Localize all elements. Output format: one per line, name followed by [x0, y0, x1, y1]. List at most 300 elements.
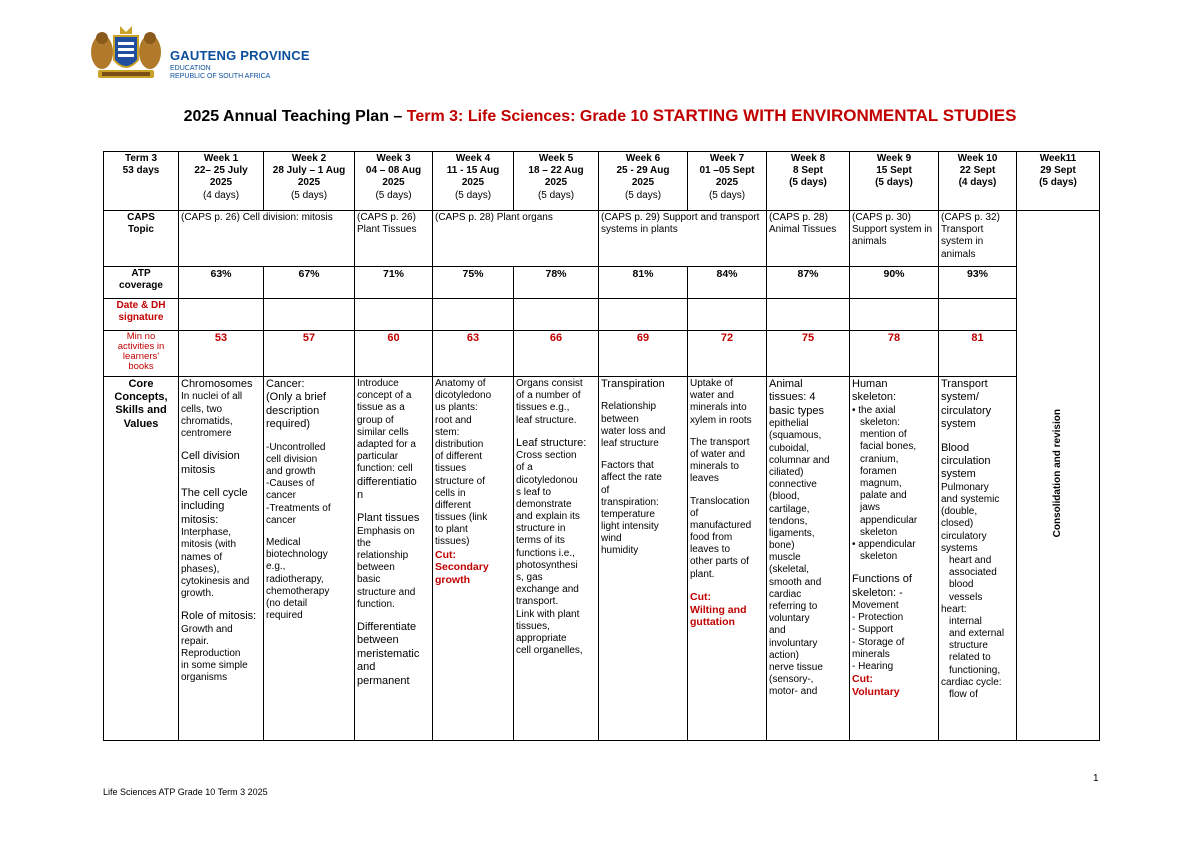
concept-line: names of: [181, 551, 223, 563]
concept-line: leaves: [690, 473, 719, 485]
concept-line: skeleton: [860, 551, 898, 563]
week-name: Week11: [1039, 153, 1077, 164]
concept-line: The transport: [690, 436, 750, 448]
atp-coverage-value: 90%: [850, 267, 939, 299]
concept-line: demonstrate: [516, 498, 572, 510]
signature-cell[interactable]: [850, 299, 939, 331]
concept-line: cardiac: [769, 588, 802, 600]
min-activities-value: 72: [688, 331, 767, 377]
term-days: 53 days: [122, 165, 160, 177]
concept-line: cells in: [435, 487, 466, 499]
concept-line: Human: [852, 378, 888, 390]
concept-line: cancer: [266, 490, 297, 502]
concept-line: The cell cycle: [181, 486, 248, 499]
concept-line: Cell division: [181, 450, 240, 463]
concept-line: magnum,: [860, 477, 902, 489]
concept-line: affect the rate: [601, 472, 662, 484]
concept-line: Cancer:: [266, 378, 305, 390]
concept-line: associated: [949, 567, 997, 579]
signature-cell[interactable]: [939, 299, 1017, 331]
concept-line: Medical: [266, 536, 301, 548]
week-days: (5 days): [789, 177, 827, 189]
concept-line: ciliated): [769, 466, 804, 478]
concept-line: water loss and: [601, 425, 666, 437]
week-header: [355, 152, 433, 211]
concept-line: (skeletal,: [769, 564, 810, 576]
week-dates: 22– 25 July: [194, 165, 248, 177]
concept-line: Cut:: [852, 673, 873, 686]
week-dates: 22 Sept: [959, 165, 996, 177]
concept-line: cardiac cycle:: [941, 676, 1002, 688]
footer-text: Life Sciences ATP Grade 10 Term 3 2025: [103, 787, 268, 797]
concept-line: exchange and: [516, 584, 579, 596]
concept-line: action): [769, 649, 800, 661]
min-activities-row: [104, 331, 1100, 377]
concept-line: dicotyledonou: [516, 474, 578, 486]
title-subject: : Life Sciences: Grade 10: [458, 108, 653, 125]
concept-line: basic: [357, 574, 381, 586]
week-year: 2025: [382, 177, 405, 189]
concept-line: repair.: [181, 635, 209, 647]
concept-line: of water and: [690, 448, 746, 460]
week-year: 2025: [461, 177, 485, 189]
concept-line: palate and: [860, 490, 907, 502]
concept-line: Plant tissues: [357, 512, 420, 525]
concept-line: (no detail: [266, 597, 308, 609]
concept-line: • appendicular: [852, 538, 916, 550]
week-header: [1017, 152, 1100, 211]
concept-line: of a: [516, 462, 533, 474]
week-header: [767, 152, 850, 211]
atp-coverage-value: 78%: [514, 267, 599, 299]
dh-signature-label: [104, 299, 179, 331]
concept-line: functions i.e.,: [516, 547, 575, 559]
week-days: (4 days): [958, 177, 997, 189]
line-spacer: [266, 432, 352, 442]
concept-line: Reproduction: [181, 648, 241, 660]
concept-line: structure and: [357, 586, 416, 598]
week-dates: 28 July – 1 Aug: [272, 165, 346, 177]
line-spacer: [941, 432, 1014, 442]
concept-line: internal: [949, 615, 982, 627]
concept-line: biotechnology: [266, 549, 328, 561]
concept-line: system: [941, 418, 976, 431]
concept-line: mitosis (with: [181, 539, 237, 551]
concept-line: (Only a brief: [266, 391, 326, 404]
caps-topic-cell: (CAPS p. 30) Support system in animals: [850, 211, 939, 267]
concept-line: Pulmonary: [941, 481, 989, 493]
week-dates: 04 – 08 Aug: [365, 165, 422, 177]
concept-line: centromere: [181, 427, 232, 439]
concept-line: Anatomy of: [435, 378, 486, 389]
caps-topic-cell: (CAPS p. 26) Plant Tissues: [355, 211, 433, 267]
line-spacer: [601, 450, 685, 460]
concept-line: leaves to: [690, 544, 731, 556]
week-header-row: [104, 152, 1100, 211]
concept-line: system: [941, 468, 976, 481]
week-year: 2025: [209, 177, 233, 189]
concept-line: connective: [769, 479, 817, 491]
week-header: [599, 152, 688, 211]
week-year: 2025: [297, 177, 321, 189]
concept-line: Cut:: [690, 590, 711, 603]
week-days: (5 days): [875, 177, 913, 189]
label-line: Date & DH: [116, 300, 166, 311]
concept-line: chemotherapy: [266, 585, 330, 597]
concept-line: including: [181, 500, 225, 513]
week-header: [688, 152, 767, 211]
label-line: Values: [123, 417, 159, 430]
concept-line: systems: [941, 542, 978, 554]
line-spacer: [181, 440, 261, 450]
concept-line: adapted for a: [357, 438, 416, 450]
week-name: Week 3: [376, 153, 411, 164]
caps-topic-cell: (CAPS p. 28) Plant organs: [433, 211, 599, 267]
week-header: [179, 152, 264, 211]
concept-line: blood: [949, 579, 974, 591]
concept-line: tendons,: [769, 515, 808, 527]
concept-line: different: [435, 499, 471, 511]
core-concepts-cell-week5: [514, 377, 599, 741]
concept-line: minerals: [852, 648, 890, 660]
line-spacer: [516, 427, 596, 437]
concept-line: required: [266, 610, 303, 622]
concept-line: plant.: [690, 568, 715, 580]
concept-line: s, gas: [516, 572, 543, 584]
concept-line: concept of a: [357, 390, 412, 402]
concept-line: bone): [769, 540, 795, 552]
term-corner-cell: [104, 152, 179, 211]
min-activities-value: 60: [355, 331, 433, 377]
concept-line: basic types: [769, 404, 825, 417]
concept-line: transpiration:: [601, 496, 659, 508]
title-term: Term 3: [406, 108, 459, 125]
concept-line: n: [357, 488, 364, 501]
concept-line: motor- and: [769, 686, 818, 698]
concept-line: Introduce: [357, 378, 399, 389]
concept-line: and growth: [266, 466, 316, 477]
concept-line: tissue as a: [357, 402, 405, 414]
min-activities-value: 75: [767, 331, 850, 377]
min-activities-value: 81: [939, 331, 1017, 377]
min-activities-value: 53: [179, 331, 264, 377]
caps-topic-label: [104, 211, 179, 267]
week-days: (5 days): [708, 189, 746, 201]
signature-cell[interactable]: [264, 299, 355, 331]
label-line: signature: [118, 312, 164, 324]
concept-line: Cross section: [516, 450, 577, 462]
concept-line: cranium,: [860, 453, 899, 465]
concept-line: e.g.,: [266, 561, 286, 573]
concept-line: root and: [435, 414, 472, 426]
core-concepts-cell-week8: [767, 377, 850, 741]
week-dates: 25 - 29 Aug: [616, 165, 670, 177]
week-name: Week 7: [709, 153, 745, 164]
signature-cell[interactable]: [599, 299, 688, 331]
concept-line: to plant: [435, 524, 468, 536]
core-concepts-cell-week1: [179, 377, 264, 741]
concept-line: appropriate: [516, 632, 567, 644]
concept-line: growth: [435, 574, 470, 587]
core-concepts-cell-week6: [599, 377, 688, 741]
label-line: Topic: [128, 224, 154, 236]
concept-line: Transpiration: [601, 378, 665, 390]
label-line: learners': [122, 350, 160, 362]
concept-line: terms of its: [516, 535, 565, 547]
signature-cell[interactable]: [514, 299, 599, 331]
week-name: Week 1: [203, 153, 239, 164]
term-label: Term 3: [124, 153, 158, 164]
concept-line: related to: [949, 652, 991, 664]
concept-line: - Storage of: [852, 636, 905, 648]
concept-line: manufactured: [690, 519, 752, 531]
week-dates: 01 –05 Sept: [699, 165, 755, 177]
concept-line: and explain its: [516, 511, 580, 523]
concept-line: of a number of: [516, 390, 581, 402]
coat-of-arms-icon: [88, 22, 164, 84]
concept-line: Relationship: [601, 401, 657, 413]
concept-line: in some simple: [181, 660, 248, 672]
concept-line: required): [266, 418, 311, 431]
atp-coverage-value: 71%: [355, 267, 433, 299]
caps-topic-row: [104, 211, 1100, 267]
week-dates: 18 – 22 Aug: [528, 165, 584, 177]
concept-line: Wilting and: [690, 603, 747, 616]
concept-line: wind: [601, 533, 622, 545]
atp-coverage-row: [104, 267, 1100, 299]
concept-line: jaws: [860, 502, 881, 514]
week-dates: 8 Sept: [792, 165, 823, 177]
concept-line: Blood: [941, 441, 970, 454]
consolidation-cell: [1017, 211, 1100, 741]
concept-line: Voluntary: [852, 685, 900, 698]
caps-topic-cell: (CAPS p. 32) Transport system in animals: [939, 211, 1017, 267]
page-number: 1: [1093, 773, 1099, 784]
concept-line: Chromosomes: [181, 378, 253, 390]
line-spacer: [690, 581, 764, 591]
concept-line: water and: [690, 390, 734, 402]
caps-topic-cell: (CAPS p. 29) Support and transport systems in plants: [599, 211, 767, 267]
atp-coverage-value: 63%: [179, 267, 264, 299]
core-concepts-cell-week4: [433, 377, 514, 741]
min-activities-value: 63: [433, 331, 514, 377]
concept-line: flow of: [949, 689, 978, 701]
concept-line: Movement: [852, 600, 899, 612]
concept-line: function.: [357, 598, 395, 610]
concept-line: radiotherapy,: [266, 573, 324, 585]
concept-line: Role of mitosis:: [181, 610, 257, 623]
label-line: Min no: [126, 331, 156, 342]
concept-line: Organs consist: [516, 378, 583, 389]
concept-line: cytokinesis and: [181, 575, 250, 587]
concept-line: of: [690, 507, 699, 519]
core-concepts-cell-week10: [939, 377, 1017, 741]
week-days: (5 days): [454, 189, 492, 201]
concept-line: (blood,: [769, 491, 800, 503]
line-spacer: [852, 563, 936, 573]
province-name: GAUTENG PROVINCE: [170, 48, 310, 63]
concept-line: mitosis: [181, 463, 216, 476]
concept-line: differentiatio: [357, 475, 417, 488]
week-header: [850, 152, 939, 211]
concept-line: cancer: [266, 514, 297, 526]
concept-line: Functions of: [852, 573, 912, 586]
concept-line: cell division: [266, 453, 318, 465]
concept-line: -Treatments of: [266, 502, 331, 514]
gauteng-logo: [88, 22, 328, 86]
concept-line: other parts of: [690, 556, 749, 568]
line-spacer: [181, 477, 261, 487]
line-spacer: [181, 600, 261, 610]
concept-line: foramen: [860, 465, 897, 477]
concept-line: Leaf structure:: [516, 436, 587, 449]
signature-cell[interactable]: [355, 299, 433, 331]
concept-line: transport.: [516, 596, 559, 608]
line-spacer: [357, 502, 430, 512]
concept-line: skeleton:: [852, 391, 897, 404]
concept-line: Uptake of: [690, 378, 733, 389]
concept-line: system/: [941, 391, 979, 404]
concept-line: tissues): [435, 536, 470, 548]
concept-line: Interphase,: [181, 527, 232, 539]
concept-line: referring to: [769, 601, 818, 613]
consolidation-text: Consolidation and revision: [1051, 409, 1063, 538]
concept-line: -Causes of: [266, 478, 315, 490]
week-days: (5 days): [290, 189, 328, 201]
concept-line: group of: [357, 414, 394, 426]
line-spacer: [690, 427, 764, 437]
concept-line: cells, two: [181, 403, 223, 415]
signature-cell[interactable]: [767, 299, 850, 331]
concept-line: distribution: [435, 438, 484, 450]
concept-line: smooth and: [769, 576, 822, 588]
min-activities-value: 66: [514, 331, 599, 377]
concept-line: Emphasis on: [357, 525, 415, 537]
signature-cell[interactable]: [179, 299, 264, 331]
concept-line: • the axial: [852, 404, 896, 416]
concept-line: meristematic: [357, 647, 420, 660]
concept-line: heart and: [949, 554, 992, 566]
atp-coverage-value: 87%: [767, 267, 850, 299]
week-name: Week 2: [291, 153, 327, 164]
concept-line: functioning,: [949, 664, 1001, 676]
concept-line: tissues: [435, 463, 467, 475]
concept-line: Cut:: [435, 548, 456, 561]
concept-line: - Support: [852, 624, 894, 636]
concept-line: chromatids,: [181, 415, 233, 427]
concept-line: circulatory: [941, 404, 992, 417]
label-line: Skills and: [115, 404, 167, 417]
concept-line: ligaments,: [769, 527, 815, 539]
country-name: REPUBLIC OF SOUTH AFRICA: [170, 73, 271, 80]
concept-line: similar cells: [357, 426, 409, 438]
concept-line: growth.: [181, 588, 214, 600]
concept-line: Animal: [769, 378, 803, 390]
concept-line: Differentiate: [357, 621, 417, 634]
concept-line: muscle: [769, 552, 801, 564]
concept-line: tissues: 4: [769, 391, 816, 404]
concept-line: food from: [690, 532, 733, 544]
concept-line: leaf structure: [601, 437, 659, 449]
line-spacer: [601, 391, 685, 401]
concept-line: leaf structure.: [516, 414, 577, 426]
core-concepts-cell-week9: [850, 377, 939, 741]
concept-line: temperature: [601, 508, 655, 520]
concept-line: vessels: [949, 591, 983, 603]
signature-cell[interactable]: [688, 299, 767, 331]
concept-line: tissues,: [516, 620, 550, 632]
concept-line: structure: [949, 640, 988, 652]
concept-line: particular: [357, 451, 399, 463]
atp-coverage-value: 93%: [939, 267, 1017, 299]
atp-coverage-label: [104, 267, 179, 299]
concept-line: cartilage,: [769, 503, 810, 515]
concept-line: Translocation: [690, 495, 750, 507]
concept-line: cell organelles,: [516, 645, 583, 657]
concept-line: guttation: [690, 616, 735, 629]
concept-line: organisms: [181, 672, 228, 684]
concept-line: the: [357, 537, 371, 549]
atp-coverage-value: 67%: [264, 267, 355, 299]
concept-line: circulatory: [941, 530, 987, 542]
concept-line: skeleton: [860, 526, 898, 538]
concept-line: tissues e.g.,: [516, 402, 570, 414]
concept-line: and systemic: [941, 494, 1000, 506]
concept-line: mention of: [860, 429, 907, 441]
atp-coverage-value: 84%: [688, 267, 767, 299]
concept-line: (sensory-,: [769, 674, 814, 686]
teaching-plan-table: [103, 151, 1100, 741]
concept-line: closed): [941, 518, 974, 530]
concept-line: permanent: [357, 674, 410, 687]
concept-line: mitosis:: [181, 513, 219, 526]
concept-line: phases),: [181, 563, 220, 575]
concept-line: - Protection: [852, 612, 904, 624]
concept-line: xylem in roots: [690, 414, 752, 426]
week-days: (5 days): [537, 189, 575, 201]
concept-line: and: [769, 625, 786, 637]
line-spacer: [690, 486, 764, 496]
core-concepts-row: [104, 377, 1100, 741]
concept-line: photosynthesi: [516, 559, 578, 571]
week-name: Week 5: [538, 153, 574, 164]
concept-line: of: [601, 484, 610, 496]
week-days: (5 days): [375, 189, 412, 201]
concept-line: light intensity: [601, 521, 659, 533]
page-title: [0, 106, 1200, 126]
caps-topic-cell: (CAPS p. 26) Cell division: mitosis: [179, 211, 355, 267]
concept-line: circulation: [941, 455, 991, 468]
concept-line: nerve tissue: [769, 661, 823, 673]
concept-line: Link with plant: [516, 608, 580, 620]
core-concepts-cell-week2: [264, 377, 355, 741]
week-year: 2025: [544, 177, 568, 189]
week-name: Week 8: [790, 153, 826, 164]
title-part-1: 2025 Annual Teaching Plan –: [183, 108, 407, 125]
concept-line: humidity: [601, 545, 639, 557]
concept-line: of different: [435, 451, 483, 463]
concept-line: epithelial: [769, 418, 809, 430]
concept-line: facial bones,: [860, 441, 917, 453]
title-focus: STARTING WITH ENVIRONMENTAL STUDIES: [652, 106, 1017, 125]
label-line: coverage: [119, 280, 163, 292]
dh-signature-row: [104, 299, 1100, 331]
concept-line: voluntary: [769, 613, 810, 625]
week-header: [264, 152, 355, 211]
week-name: Week 4: [455, 153, 491, 164]
concept-line: function: cell: [357, 463, 413, 475]
signature-cell[interactable]: [433, 299, 514, 331]
